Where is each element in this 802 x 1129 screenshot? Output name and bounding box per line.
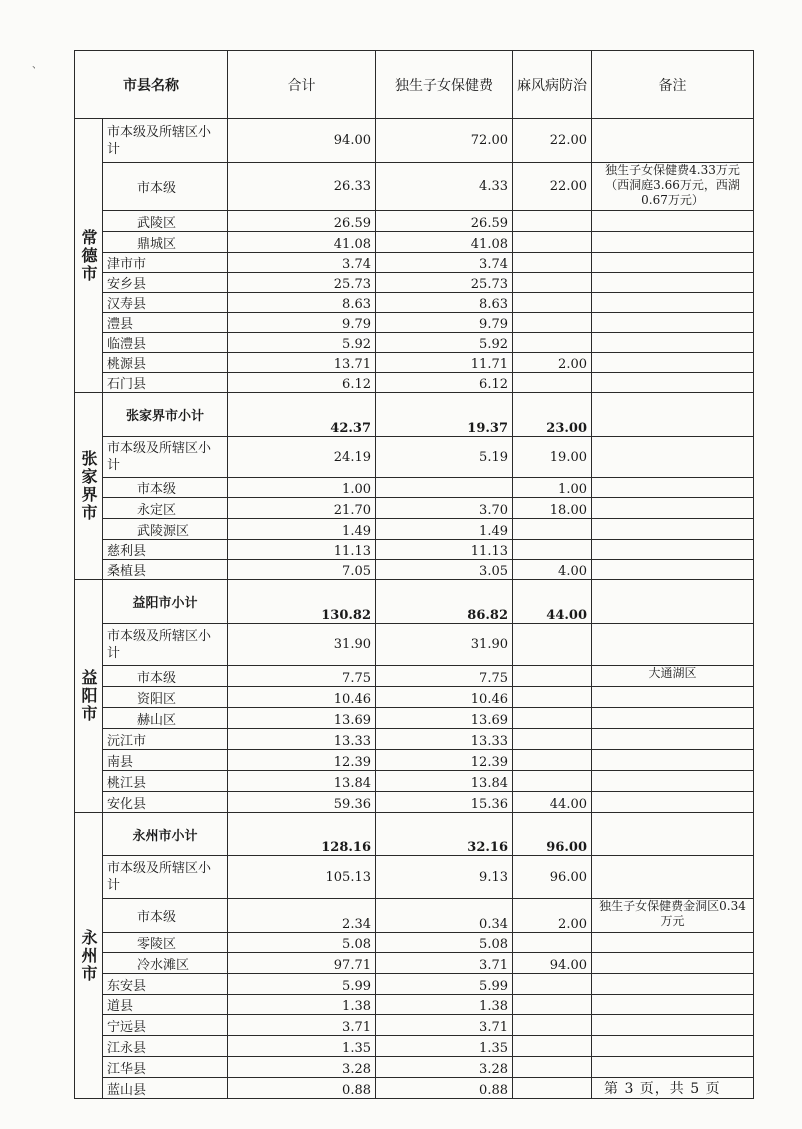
table-row xyxy=(75,856,754,899)
table-row xyxy=(75,478,754,498)
leprosy-value xyxy=(513,293,592,313)
county-name: 沅江市 xyxy=(103,729,228,750)
table-row xyxy=(75,560,754,580)
remarks-value xyxy=(592,211,754,232)
leprosy-value xyxy=(513,1057,592,1078)
remarks-value xyxy=(592,771,754,792)
county-name: 永定区 xyxy=(103,498,228,519)
county-name: 市本级 xyxy=(103,163,228,211)
total-value: 42.37 xyxy=(228,393,376,437)
leprosy-value xyxy=(513,1036,592,1057)
table-row xyxy=(75,953,754,974)
total-value: 5.92 xyxy=(228,333,376,353)
total-value: 1.38 xyxy=(228,995,376,1015)
remarks-value xyxy=(592,519,754,540)
remarks-value xyxy=(592,750,754,771)
only-child-value: 11.13 xyxy=(376,540,513,560)
header-total: 合计 xyxy=(228,51,376,119)
total-value: 13.69 xyxy=(228,708,376,729)
only-child-value: 13.69 xyxy=(376,708,513,729)
only-child-value: 5.08 xyxy=(376,933,513,953)
remarks-value xyxy=(592,353,754,373)
county-name: 张家界市小计 xyxy=(103,393,228,437)
remarks-value xyxy=(592,813,754,856)
only-child-value: 15.36 xyxy=(376,792,513,813)
county-name: 临澧县 xyxy=(103,333,228,353)
table-row xyxy=(75,373,754,393)
remarks-value xyxy=(592,687,754,708)
only-child-value: 19.37 xyxy=(376,393,513,437)
table-row xyxy=(75,211,754,232)
leprosy-value xyxy=(513,1015,592,1036)
table-row xyxy=(75,163,754,211)
only-child-value: 5.92 xyxy=(376,333,513,353)
county-name: 安乡县 xyxy=(103,273,228,293)
total-value: 13.71 xyxy=(228,353,376,373)
table-row xyxy=(75,540,754,560)
leprosy-value: 44.00 xyxy=(513,792,592,813)
city-name: 张家界市 xyxy=(75,393,103,580)
remarks-value: 独生子女保健费金洞区0.34万元 xyxy=(592,899,754,933)
total-value: 5.99 xyxy=(228,974,376,995)
county-name: 武陵源区 xyxy=(103,519,228,540)
table-row xyxy=(75,313,754,333)
county-name: 市本级及所辖区小计 xyxy=(103,119,228,163)
table-body xyxy=(75,119,754,1099)
city-name: 益阳市 xyxy=(75,580,103,813)
total-value: 128.16 xyxy=(228,813,376,856)
total-value: 24.19 xyxy=(228,437,376,478)
total-value: 3.28 xyxy=(228,1057,376,1078)
table-row xyxy=(75,232,754,253)
table-row xyxy=(75,1015,754,1036)
only-child-value: 9.79 xyxy=(376,313,513,333)
scan-mark: 、 xyxy=(32,60,42,71)
total-value: 105.13 xyxy=(228,856,376,899)
leprosy-value: 94.00 xyxy=(513,953,592,974)
total-value: 7.05 xyxy=(228,560,376,580)
remarks-value xyxy=(592,232,754,253)
county-name: 市本级 xyxy=(103,478,228,498)
table-row xyxy=(75,771,754,792)
total-value: 25.73 xyxy=(228,273,376,293)
leprosy-value xyxy=(513,687,592,708)
only-child-value: 3.05 xyxy=(376,560,513,580)
county-name: 桃江县 xyxy=(103,771,228,792)
total-value: 12.39 xyxy=(228,750,376,771)
only-child-value: 3.70 xyxy=(376,498,513,519)
remarks-value xyxy=(592,953,754,974)
leprosy-value xyxy=(513,708,592,729)
county-name: 市本级及所辖区小计 xyxy=(103,624,228,666)
table-row xyxy=(75,1057,754,1078)
remarks-value xyxy=(592,708,754,729)
remarks-value xyxy=(592,580,754,624)
header-remarks: 备注 xyxy=(592,51,754,119)
total-value: 94.00 xyxy=(228,119,376,163)
remarks-value xyxy=(592,560,754,580)
remarks-value xyxy=(592,333,754,353)
total-value: 2.34 xyxy=(228,899,376,933)
county-name: 江华县 xyxy=(103,1057,228,1078)
leprosy-value: 18.00 xyxy=(513,498,592,519)
total-value: 3.74 xyxy=(228,253,376,273)
county-name: 资阳区 xyxy=(103,687,228,708)
county-name: 桃源县 xyxy=(103,353,228,373)
header-only-child: 独生子女保健费 xyxy=(376,51,513,119)
remarks-value xyxy=(592,540,754,560)
only-child-value: 0.88 xyxy=(376,1078,513,1099)
leprosy-value xyxy=(513,974,592,995)
total-value: 26.59 xyxy=(228,211,376,232)
table-row xyxy=(75,519,754,540)
table-header xyxy=(75,51,754,119)
allocation-table xyxy=(74,50,754,1099)
remarks-value xyxy=(592,1036,754,1057)
total-value: 1.49 xyxy=(228,519,376,540)
total-value: 41.08 xyxy=(228,232,376,253)
remarks-value xyxy=(592,373,754,393)
remarks-value xyxy=(592,498,754,519)
remarks-value xyxy=(592,856,754,899)
only-child-value xyxy=(376,478,513,498)
leprosy-value: 22.00 xyxy=(513,163,592,211)
only-child-value: 9.13 xyxy=(376,856,513,899)
county-name: 桑植县 xyxy=(103,560,228,580)
county-name: 南县 xyxy=(103,750,228,771)
table-row xyxy=(75,995,754,1015)
leprosy-value xyxy=(513,373,592,393)
table-row xyxy=(75,437,754,478)
remarks-value xyxy=(592,995,754,1015)
total-value: 6.12 xyxy=(228,373,376,393)
remarks-value xyxy=(592,729,754,750)
only-child-value: 13.84 xyxy=(376,771,513,792)
county-name: 宁远县 xyxy=(103,1015,228,1036)
county-name: 市本级 xyxy=(103,666,228,687)
remarks-value xyxy=(592,253,754,273)
leprosy-value xyxy=(513,624,592,666)
remarks-value xyxy=(592,933,754,953)
leprosy-value: 22.00 xyxy=(513,119,592,163)
remarks-value xyxy=(592,313,754,333)
total-value: 59.36 xyxy=(228,792,376,813)
only-child-value: 5.19 xyxy=(376,437,513,478)
remarks-value: 大通湖区 xyxy=(592,666,754,687)
total-value: 11.13 xyxy=(228,540,376,560)
leprosy-value xyxy=(513,540,592,560)
total-value: 13.33 xyxy=(228,729,376,750)
only-child-value: 13.33 xyxy=(376,729,513,750)
header-leprosy: 麻风病防治 xyxy=(513,51,592,119)
county-name: 永州市小计 xyxy=(103,813,228,856)
total-value: 26.33 xyxy=(228,163,376,211)
header-name: 市县名称 xyxy=(75,51,228,119)
subtotal-row xyxy=(75,580,754,624)
remarks-value xyxy=(592,974,754,995)
only-child-value: 12.39 xyxy=(376,750,513,771)
remarks-value: 独生子女保健费4.33万元（西洞庭3.66万元，西湖0.67万元） xyxy=(592,163,754,211)
county-name: 石门县 xyxy=(103,373,228,393)
leprosy-value xyxy=(513,273,592,293)
county-name: 益阳市小计 xyxy=(103,580,228,624)
leprosy-value xyxy=(513,232,592,253)
leprosy-value xyxy=(513,333,592,353)
table-row xyxy=(75,666,754,687)
only-child-value: 1.49 xyxy=(376,519,513,540)
table-row xyxy=(75,119,754,163)
total-value: 1.00 xyxy=(228,478,376,498)
leprosy-value: 2.00 xyxy=(513,899,592,933)
city-name: 永州市 xyxy=(75,813,103,1099)
total-value: 10.46 xyxy=(228,687,376,708)
county-name: 武陵区 xyxy=(103,211,228,232)
only-child-value: 0.34 xyxy=(376,899,513,933)
leprosy-value xyxy=(513,666,592,687)
county-name: 津市市 xyxy=(103,253,228,273)
only-child-value: 72.00 xyxy=(376,119,513,163)
only-child-value: 8.63 xyxy=(376,293,513,313)
total-value: 31.90 xyxy=(228,624,376,666)
table-row xyxy=(75,273,754,293)
page-number: 第 3 页，共 5 页 xyxy=(604,1081,721,1097)
total-value: 5.08 xyxy=(228,933,376,953)
leprosy-value: 23.00 xyxy=(513,393,592,437)
total-value: 130.82 xyxy=(228,580,376,624)
only-child-value: 6.12 xyxy=(376,373,513,393)
table-row xyxy=(75,750,754,771)
city-name: 常德市 xyxy=(75,119,103,393)
county-name: 慈利县 xyxy=(103,540,228,560)
leprosy-value xyxy=(513,729,592,750)
county-name: 冷水滩区 xyxy=(103,953,228,974)
leprosy-value: 96.00 xyxy=(513,856,592,899)
subtotal-row xyxy=(75,813,754,856)
table-row xyxy=(75,792,754,813)
leprosy-value xyxy=(513,253,592,273)
table-row xyxy=(75,333,754,353)
remarks-value xyxy=(592,1015,754,1036)
total-value: 0.88 xyxy=(228,1078,376,1099)
leprosy-value xyxy=(513,519,592,540)
subtotal-row xyxy=(75,393,754,437)
only-child-value: 86.82 xyxy=(376,580,513,624)
only-child-value: 3.74 xyxy=(376,253,513,273)
only-child-value: 3.71 xyxy=(376,953,513,974)
table-row xyxy=(75,899,754,933)
total-value: 1.35 xyxy=(228,1036,376,1057)
only-child-value: 3.71 xyxy=(376,1015,513,1036)
leprosy-value: 96.00 xyxy=(513,813,592,856)
table-row xyxy=(75,1036,754,1057)
leprosy-value: 2.00 xyxy=(513,353,592,373)
leprosy-value: 19.00 xyxy=(513,437,592,478)
table-row xyxy=(75,687,754,708)
total-value: 13.84 xyxy=(228,771,376,792)
county-name: 市本级及所辖区小计 xyxy=(103,437,228,478)
remarks-value xyxy=(592,478,754,498)
remarks-value xyxy=(592,437,754,478)
remarks-value xyxy=(592,624,754,666)
county-name: 零陵区 xyxy=(103,933,228,953)
table-row xyxy=(75,253,754,273)
remarks-value xyxy=(592,119,754,163)
table-row xyxy=(75,974,754,995)
county-name: 蓝山县 xyxy=(103,1078,228,1099)
leprosy-value xyxy=(513,313,592,333)
remarks-value xyxy=(592,293,754,313)
total-value: 7.75 xyxy=(228,666,376,687)
leprosy-value: 4.00 xyxy=(513,560,592,580)
only-child-value: 7.75 xyxy=(376,666,513,687)
only-child-value: 11.71 xyxy=(376,353,513,373)
only-child-value: 1.35 xyxy=(376,1036,513,1057)
only-child-value: 25.73 xyxy=(376,273,513,293)
leprosy-value: 44.00 xyxy=(513,580,592,624)
total-value: 8.63 xyxy=(228,293,376,313)
county-name: 汉寿县 xyxy=(103,293,228,313)
only-child-value: 41.08 xyxy=(376,232,513,253)
table-row xyxy=(75,293,754,313)
only-child-value: 26.59 xyxy=(376,211,513,232)
leprosy-value xyxy=(513,750,592,771)
leprosy-value xyxy=(513,211,592,232)
county-name: 赫山区 xyxy=(103,708,228,729)
only-child-value: 1.38 xyxy=(376,995,513,1015)
county-name: 市本级 xyxy=(103,899,228,933)
total-value: 3.71 xyxy=(228,1015,376,1036)
county-name: 鼎城区 xyxy=(103,232,228,253)
only-child-value: 3.28 xyxy=(376,1057,513,1078)
table-row xyxy=(75,729,754,750)
county-name: 江永县 xyxy=(103,1036,228,1057)
county-name: 澧县 xyxy=(103,313,228,333)
leprosy-value xyxy=(513,933,592,953)
total-value: 21.70 xyxy=(228,498,376,519)
table-row xyxy=(75,353,754,373)
only-child-value: 4.33 xyxy=(376,163,513,211)
only-child-value: 5.99 xyxy=(376,974,513,995)
leprosy-value xyxy=(513,771,592,792)
remarks-value xyxy=(592,1057,754,1078)
county-name: 安化县 xyxy=(103,792,228,813)
table-row xyxy=(75,624,754,666)
table-row xyxy=(75,933,754,953)
only-child-value: 32.16 xyxy=(376,813,513,856)
table-row xyxy=(75,708,754,729)
table-row xyxy=(75,498,754,519)
leprosy-value xyxy=(513,995,592,1015)
leprosy-value xyxy=(513,1078,592,1099)
county-name: 东安县 xyxy=(103,974,228,995)
leprosy-value: 1.00 xyxy=(513,478,592,498)
county-name: 道县 xyxy=(103,995,228,1015)
remarks-value xyxy=(592,273,754,293)
only-child-value: 10.46 xyxy=(376,687,513,708)
total-value: 9.79 xyxy=(228,313,376,333)
only-child-value: 31.90 xyxy=(376,624,513,666)
remarks-value xyxy=(592,393,754,437)
total-value: 97.71 xyxy=(228,953,376,974)
county-name: 市本级及所辖区小计 xyxy=(103,856,228,899)
remarks-value xyxy=(592,792,754,813)
